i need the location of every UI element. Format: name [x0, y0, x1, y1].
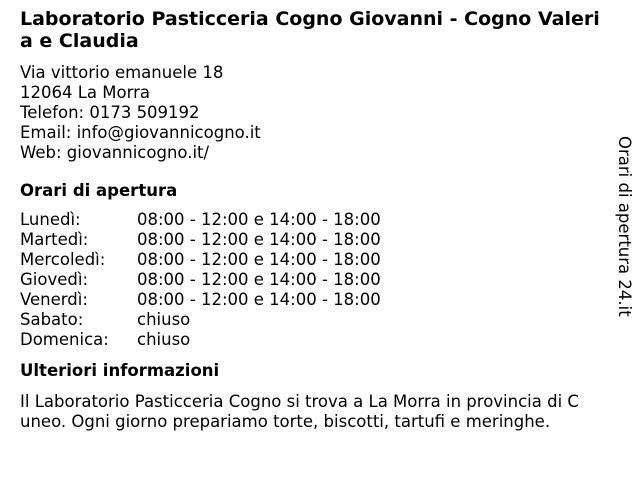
day-hours: 08:00 - 12:00 e 14:00 - 18:00: [137, 290, 381, 309]
business-card: [20, 8, 612, 432]
day-label: Sabato:: [20, 310, 84, 329]
city-line: 12064 La Morra: [20, 83, 151, 102]
day-label: Domenica:: [20, 330, 109, 349]
contact-block: [20, 63, 612, 163]
day-hours: chiuso: [137, 310, 191, 329]
day-hours: 08:00 - 12:00 e 14:00 - 18:00: [137, 210, 381, 229]
business-name: Laboratorio Pasticceria Cogno Giovanni - Cogno Valeria e Claudia: [20, 8, 600, 52]
day-hours: 08:00 - 12:00 e 14:00 - 18:00: [137, 270, 381, 289]
email-line: Email: info@giovannicogno.it: [20, 123, 261, 142]
day-hours: 08:00 - 12:00 e 14:00 - 18:00: [137, 230, 381, 249]
watermark: [613, 136, 635, 317]
day-label: Martedì:: [20, 230, 89, 249]
day-label: Venerdì:: [20, 290, 88, 309]
phone-line: Telefon: 0173 509192: [20, 103, 200, 122]
web-line: Web: giovannicogno.it/: [20, 143, 210, 162]
watermark-text: Orari di apertura 24.it: [615, 136, 634, 317]
hours-row: [20, 310, 612, 330]
hours-row: [20, 330, 612, 350]
hours-row: [20, 210, 612, 230]
more-info-text: Il Laboratorio Pasticceria Cogno si trova a La Morra in provincia di Cuneo. Ogni giorno prepariamo torte, biscotti, tartufi e meringhe.: [20, 392, 579, 431]
day-label: Mercoledì:: [20, 250, 106, 269]
hours-row: [20, 270, 612, 290]
day-label: Giovedì:: [20, 270, 88, 289]
hours-row: [20, 250, 612, 270]
day-hours: chiuso: [137, 330, 191, 349]
opening-hours-table: [20, 210, 612, 350]
day-hours: 08:00 - 12:00 e 14:00 - 18:00: [137, 250, 381, 269]
hours-row: [20, 290, 612, 310]
hours-row: [20, 230, 612, 250]
address-line: Via vittorio emanuele 18: [20, 63, 224, 82]
day-label: Lunedì:: [20, 210, 81, 229]
opening-hours-heading: Orari di apertura: [20, 181, 178, 200]
more-info-heading: Ulteriori informazioni: [20, 361, 220, 380]
